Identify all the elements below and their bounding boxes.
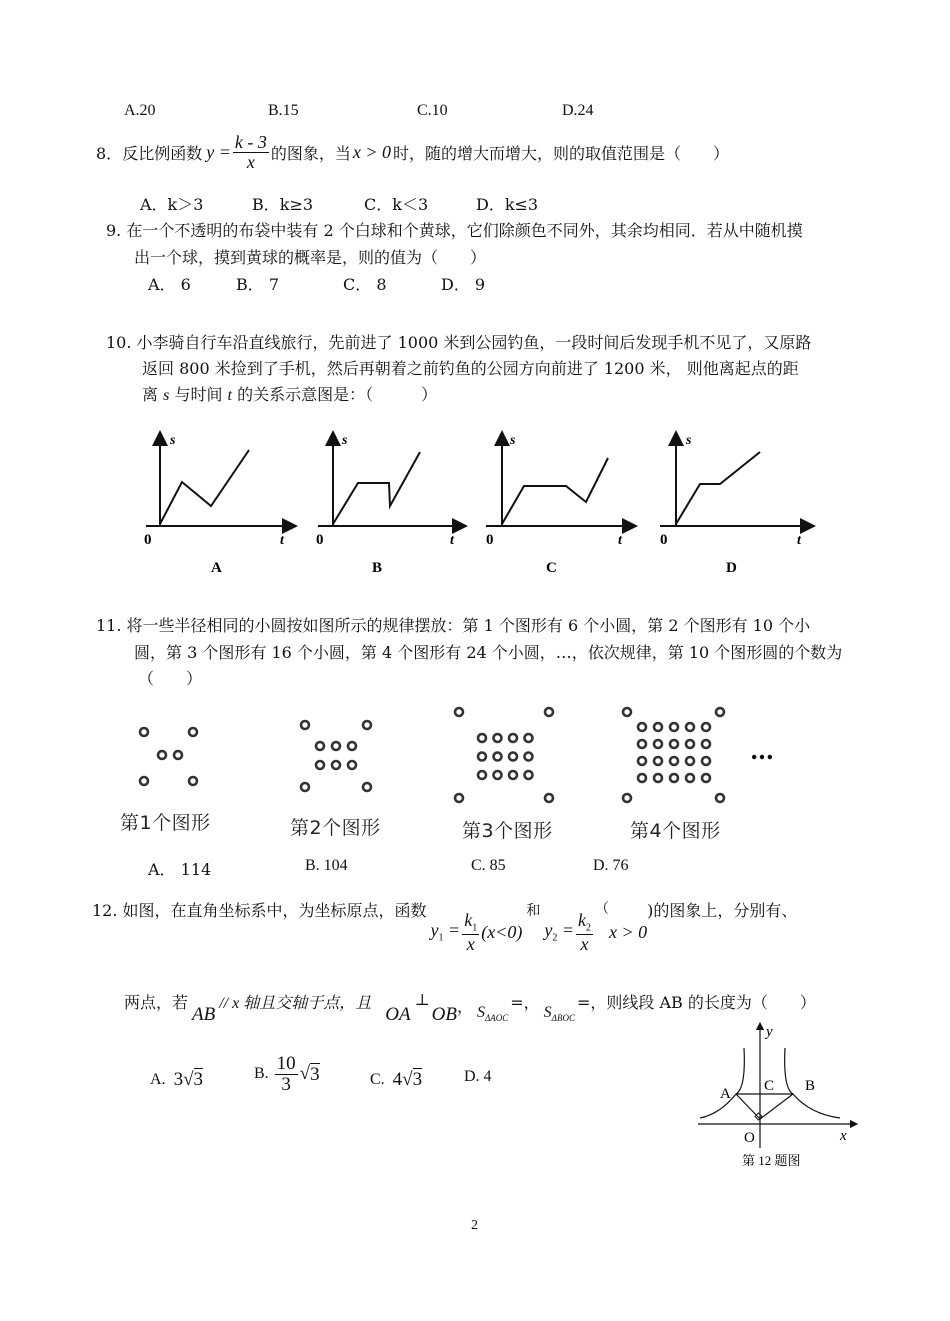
- q12-and: 和: [526, 903, 541, 919]
- q8-condition: x > 0: [352, 141, 391, 162]
- pattern-4-inner-circle: [702, 774, 710, 782]
- q11-option-c: C. 85: [471, 857, 506, 874]
- pattern-3-inner-circle: [494, 734, 502, 742]
- q12-fig-caption: 第 12 题图: [742, 1153, 801, 1168]
- pattern-4-inner-circle: [670, 740, 678, 748]
- q11-option-b: B. 104: [305, 857, 348, 874]
- graph-d-origin: 0: [660, 532, 668, 548]
- q8-text-mid: 的图象，当: [270, 143, 351, 163]
- q8-question: [96, 130, 729, 174]
- q10-line2: 返回 800 米捡到了手机，然后再朝着之前钓鱼的公园方向前进了 1200 米， 则他离起点的距: [142, 359, 799, 378]
- pattern-2-corner-circle: [363, 721, 371, 729]
- q10-line3-a: 离: [142, 385, 159, 404]
- pattern-4-inner-circle: [638, 774, 646, 782]
- graph-d-s-label: s: [686, 433, 692, 448]
- q7-option-b: B.15: [268, 102, 299, 119]
- graph-a: [144, 433, 290, 576]
- q12-comma: ，: [456, 997, 473, 1016]
- q8-fraction: [233, 133, 269, 172]
- q11-caption-1: 第1个图形: [120, 812, 211, 834]
- q12-fig-b-label: B: [805, 1078, 816, 1094]
- pattern-4-corner-circle: [716, 708, 724, 716]
- q7-option-d: D.24: [562, 102, 594, 119]
- pattern-4-corner-circle: [623, 794, 631, 802]
- pattern-4-inner-circle: [654, 740, 662, 748]
- q12-line1: [92, 896, 798, 954]
- q12-condition-2: x > 0: [608, 921, 648, 942]
- pattern-4-inner-circle: [702, 723, 710, 731]
- q12-fraction-2: $\frac{k_2}{x}$: [577, 909, 591, 954]
- q9-option-d: D． 9: [441, 275, 486, 294]
- q11-ellipsis: …: [750, 736, 776, 765]
- q10-s-variable: s: [163, 387, 170, 404]
- pattern-4-inner-circle: [638, 723, 646, 731]
- pattern-3-corner-circle: [545, 794, 553, 802]
- q12-perp: ⊥: [414, 990, 430, 1009]
- pattern-2-inner-circle: [332, 742, 340, 750]
- q11-line3: （ ）: [138, 669, 203, 688]
- pattern-4-inner-circle: [686, 740, 694, 748]
- graph-b-s-label: s: [342, 433, 348, 448]
- graph-c-label: C: [546, 560, 557, 576]
- q12-option-b: B. $\frac{10}{3}$ √ 3: [254, 1053, 320, 1095]
- q10-line1: 10. 小李骑自行车沿直线旅行，先前进了 1000 米到公园钓鱼，一段时间后发现手机不见了，又原路: [106, 333, 812, 352]
- pattern-3-inner-circle: [509, 753, 517, 761]
- pattern-2-corner-circle: [301, 721, 309, 729]
- pattern-3-inner-circle: [478, 753, 486, 761]
- q8-option-a: A．k＞3: [140, 195, 204, 214]
- graph-d: [660, 433, 808, 576]
- q12-option-d: D. 4: [464, 1068, 492, 1085]
- q12-line1-text: 12. 如图，在直角坐标系中，为坐标原点，函数: [92, 901, 427, 920]
- pattern-4-inner-circle: [686, 757, 694, 765]
- q11-caption-4: 第4个图形: [630, 820, 721, 842]
- q9-line1: 9. 在一个不透明的布袋中装有 2 个白球和个黄球，它们除颜色不同外，其余均相同．若从中随机摸: [106, 221, 803, 240]
- pattern-3-inner-circle: [494, 771, 502, 779]
- q10-t-variable: t: [227, 387, 232, 404]
- page-number: 2: [471, 1218, 478, 1233]
- q8-option-c: C．k＜3: [364, 195, 429, 214]
- q12-s-aoc: $S_{\Delta AOC}$: [476, 1004, 509, 1024]
- pattern-3-inner-circle: [509, 734, 517, 742]
- q12-y2: $y_2$ =: [544, 920, 574, 944]
- q12-s-boc: $S_{\Delta BOC}$: [543, 1004, 575, 1024]
- pattern-3-corner-circle: [455, 794, 463, 802]
- pattern-3-inner-circle: [478, 771, 486, 779]
- q12-paren-open: （: [594, 901, 609, 917]
- q12-line1-end: )的图象上，分别有、: [647, 901, 798, 920]
- q8-number: 8．: [96, 143, 123, 163]
- graph-b-origin: 0: [316, 532, 324, 548]
- graph-d-label: D: [726, 560, 737, 576]
- pattern-3-corner-circle: [455, 708, 463, 716]
- pattern-3-inner-circle: [525, 771, 533, 779]
- q10-line3: [142, 382, 437, 405]
- pattern-4-inner-circle: [686, 723, 694, 731]
- q7-option-c: C.10: [417, 102, 448, 119]
- q12-condition-1: (x<0): [481, 921, 523, 942]
- q12-fig-c-label: C: [764, 1078, 775, 1094]
- q12-eq2: =，则线段 AB 的长度为（ ）: [576, 993, 816, 1012]
- q9-line2: 出一个球，摸到黄球的概率是，则的值为（ ）: [134, 248, 487, 267]
- pattern-3-inner-circle: [494, 753, 502, 761]
- pattern-4-inner-circle: [670, 757, 678, 765]
- pattern-1-inner-circle: [174, 751, 182, 759]
- pattern-2-inner-circle: [348, 761, 356, 769]
- q12-parallel-text: // x 轴且交轴于点，且: [219, 995, 372, 1012]
- graph-b: [316, 433, 460, 576]
- pattern-1-corner-circle: [189, 728, 197, 736]
- q12-y1: $y_1$ =: [430, 920, 461, 944]
- pattern-4-inner-circle: [686, 774, 694, 782]
- pattern-2-corner-circle: [363, 783, 371, 791]
- q11-line1: 11. 将一些半径相同的小圆按如图所示的规律摆放：第 1 个图形有 6 个小圆，第 2 个图形有 10 个小: [96, 616, 811, 635]
- q8-func-den: x: [246, 151, 255, 172]
- pattern-1-corner-circle: [140, 728, 148, 736]
- pattern-1-corner-circle: [140, 777, 148, 785]
- pattern-3-inner-circle: [478, 734, 486, 742]
- q12-oa: OA: [385, 1004, 411, 1025]
- graph-a-s-label: s: [170, 433, 176, 448]
- pattern-4-corner-circle: [623, 708, 631, 716]
- pattern-1-corner-circle: [189, 777, 197, 785]
- q12-figure: [690, 1018, 870, 1178]
- graph-c-s-label: s: [510, 433, 516, 448]
- q9-option-a: A． 6: [148, 275, 191, 294]
- q11-caption-2: 第2个图形: [290, 817, 381, 839]
- q11-line2: 圆，第 3 个图形有 16 个小圆，第 4 个图形有 24 个小圆，…，依次规律，第 10 个图形圆的个数为: [134, 643, 843, 662]
- pattern-4-inner-circle: [638, 740, 646, 748]
- q12-fig-a-label: A: [720, 1086, 731, 1102]
- pattern-4-inner-circle: [654, 774, 662, 782]
- q9-option-c: C． 8: [343, 275, 387, 294]
- q12-fraction-1: $\frac{k_1}{x}$: [464, 909, 478, 954]
- graph-b-label: B: [372, 560, 383, 576]
- graph-c: [486, 433, 630, 576]
- q10-line3-c: 的关系示意图是：（ ）: [237, 385, 438, 404]
- pattern-4-corner-circle: [716, 794, 724, 802]
- q8-option-b: B．k≥3: [252, 195, 314, 214]
- q12-option-c: C. 4 √ 3: [370, 1068, 423, 1090]
- graph-c-origin: 0: [486, 532, 494, 548]
- q8-text-before: 反比例函数: [122, 143, 203, 163]
- pattern-3-corner-circle: [545, 708, 553, 716]
- pattern-4-inner-circle: [654, 723, 662, 731]
- graph-b-t-label: t: [450, 533, 454, 548]
- graph-a-label: A: [211, 560, 222, 576]
- q12-fig-x-label: x: [840, 1128, 847, 1144]
- pattern-4-inner-circle: [702, 740, 710, 748]
- pattern-4-inner-circle: [670, 774, 678, 782]
- q11-option-d: D. 76: [593, 857, 629, 874]
- pattern-3-inner-circle: [525, 734, 533, 742]
- pattern-2-inner-circle: [316, 742, 324, 750]
- q12-line2-a: 两点，若: [124, 993, 189, 1012]
- q9-option-b: B． 7: [236, 275, 280, 294]
- q12-eq1: =，: [510, 993, 540, 1012]
- q12-ob: OB: [431, 1004, 457, 1025]
- graph-d-t-label: t: [797, 533, 801, 548]
- pattern-4-inner-circle: [654, 757, 662, 765]
- q12-ab: AB: [192, 1004, 216, 1025]
- q12-option-a: A. 3 √ 3: [150, 1068, 203, 1090]
- q8-text-after: 时，随的增大而增大，则的取值范围是（ ）: [392, 143, 729, 163]
- pattern-4-inner-circle: [670, 723, 678, 731]
- q10-line3-b: 与时间: [174, 385, 223, 404]
- graph-a-t-label: t: [280, 533, 284, 548]
- q11-option-a: A． 114: [148, 860, 212, 879]
- q12-fig-o-label: O: [744, 1130, 755, 1146]
- pattern-2-inner-circle: [348, 742, 356, 750]
- q8-option-d: D．k≤3: [476, 195, 539, 214]
- q8-func-num: k - 3: [234, 131, 267, 152]
- pattern-3-inner-circle: [509, 771, 517, 779]
- graph-c-t-label: t: [618, 533, 622, 548]
- pattern-1-inner-circle: [158, 751, 166, 759]
- pattern-4-inner-circle: [702, 757, 710, 765]
- graph-a-origin: 0: [144, 532, 152, 548]
- q7-option-a: A.20: [124, 102, 156, 119]
- pattern-4-inner-circle: [638, 757, 646, 765]
- q12-fig-y-label: y: [766, 1024, 773, 1040]
- q8-func-lhs: y =: [206, 141, 231, 162]
- q10-graphs-figure: [0, 420, 950, 590]
- pattern-2-inner-circle: [332, 761, 340, 769]
- q11-caption-3: 第3个图形: [462, 820, 553, 842]
- pattern-2-inner-circle: [316, 761, 324, 769]
- pattern-3-inner-circle: [525, 753, 533, 761]
- pattern-2-corner-circle: [301, 783, 309, 791]
